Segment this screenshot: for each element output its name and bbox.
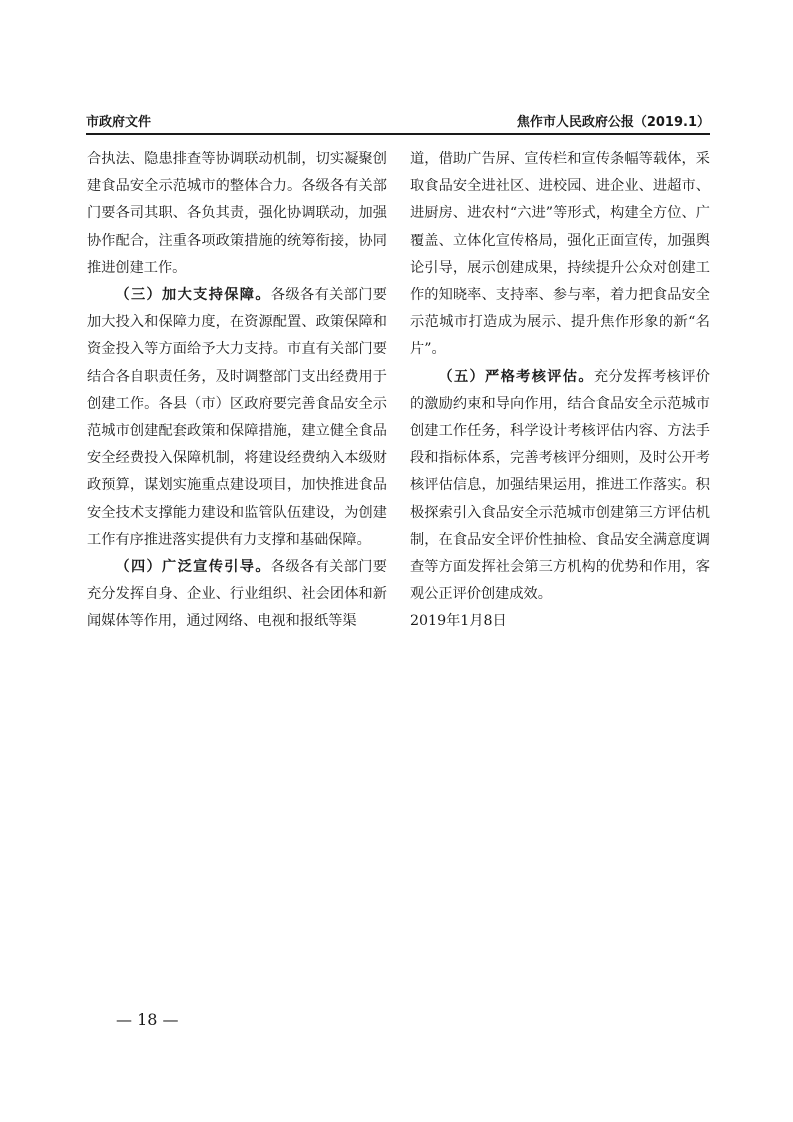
paragraph-assessment xyxy=(410,364,710,609)
running-header xyxy=(86,109,710,133)
paragraph-support-guarantee xyxy=(87,282,387,554)
section-label: 市政府文件 xyxy=(86,115,152,130)
header-divider xyxy=(86,133,710,135)
paragraph-continuation: 道，借助广告屏、宣传栏和宣传条幅等载体，采取食品安全进社区、进校园、进企业、进超市、进厨房、进农村“六进”等形式，构建全方位、广覆盖、立体化宣传格局，强化正面宣传，加强舆论引导，展示创建成果，持续提升公众对创建工作的知晓率、支持率、参与率，着力把食品安全示范城市打造成为展示、提升焦作形象的新“名片”。 xyxy=(410,151,710,358)
page-number: — 18 — xyxy=(116,1010,179,1029)
left-column xyxy=(87,146,387,636)
right-column xyxy=(410,146,710,636)
section-heading-3: （三）加大支持保障。 xyxy=(115,287,271,304)
section-heading-5: （五）严格考核评估。 xyxy=(438,368,594,385)
paragraph-publicity xyxy=(87,554,387,636)
paragraph-body: 各级各有关部门要充分发挥自身、企业、行业组织、社会团体和新闻媒体等作用，通过网络、电视和报纸等渠 xyxy=(87,559,387,630)
paragraph-body: 充分发挥考核评价的激励约束和导向作用，结合食品安全示范城市创建工作任务，科学设计考核评估内容、方法手段和指标体系，完善考核评分细则，及时公开考核评估信息，加强结果运用，推进工作落实。积极探索引入食品安全示范城市创建第三方评估机制，在食品安全评价性抽检、食品安全满意度调查等方面发挥社会第三方机构的优势和作用，客观公正评价创建成效。 xyxy=(410,368,710,603)
section-heading-4: （四）广泛宣传引导。 xyxy=(115,559,271,576)
publication-title: 焦作市人民政府公报（2019.1） xyxy=(516,115,710,130)
paragraph-continuation: 合执法、隐患排查等协调联动机制，切实凝聚创建食品安全示范城市的整体合力。各级各有关部门要各司其职、各负其责，强化协调联动，加强协作配合，注重各项政策措施的统筹衔接，协同推进创建工作。 xyxy=(87,151,387,276)
document-date: 2019年1月8日 xyxy=(410,613,507,630)
paragraph-body: 各级各有关部门要加大投入和保障力度，在资源配置、政策保障和资金投入等方面给予大力支持。市直有关部门要结合各自职责任务，及时调整部门支出经费用于创建工作。各县（市）区政府要完善食品安全示范城市创建配套政策和保障措施，建立健全食品安全经费投入保障机制，将建设经费纳入本级财政预算，谋划实施重点建设项目，加快推进食品安全技术支撑能力建设和监管队伍建设，为创建工作有序推进落实提供有力支撑和基础保障。 xyxy=(87,287,387,548)
